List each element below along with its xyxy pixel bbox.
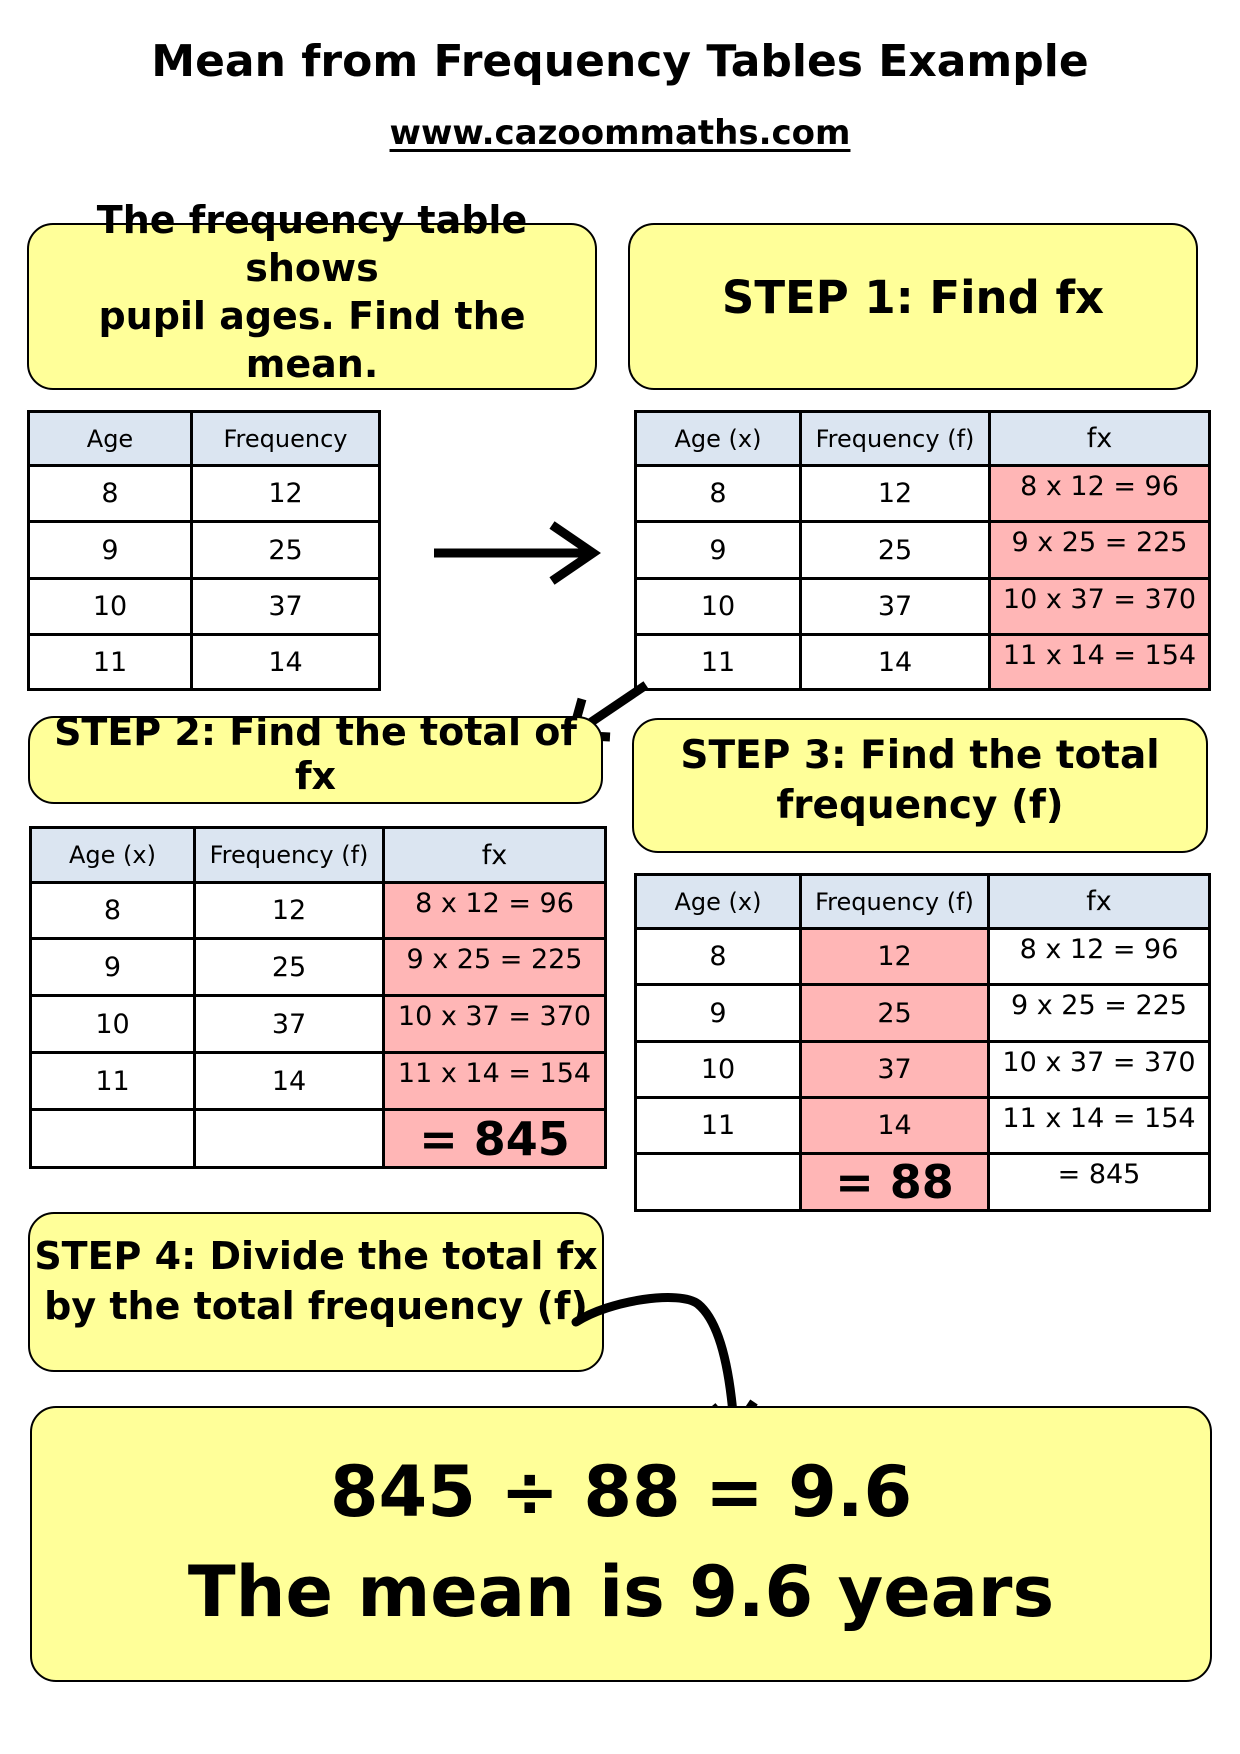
cell: 12 <box>195 883 384 939</box>
total-fx-cell: = 845 <box>989 1154 1210 1211</box>
result-statement: The mean is 9.6 years <box>187 1551 1055 1633</box>
fx-cell: 10 x 37 = 370 <box>990 579 1210 635</box>
step1-table <box>634 410 1211 691</box>
header-frequency: Frequency (f) <box>195 828 384 883</box>
step1-text: STEP 1: Find fx <box>721 271 1105 324</box>
cell: 11 <box>636 635 801 690</box>
header-age: Age <box>29 412 192 466</box>
header-age: Age (x) <box>31 828 195 883</box>
cell: 14 <box>801 635 990 690</box>
step3-table <box>634 873 1211 1212</box>
header-fx: fx <box>989 875 1210 929</box>
fx-cell: 11 x 14 = 154 <box>989 1098 1210 1154</box>
step2-box <box>28 710 603 804</box>
total-fx-cell: = 845 <box>384 1110 606 1168</box>
cell: 10 <box>636 1042 801 1098</box>
cell: 37 <box>195 996 384 1053</box>
step3-box <box>632 718 1208 853</box>
cell: 8 <box>31 883 195 939</box>
result-calculation: 845 ÷ 88 = 9.6 <box>329 1451 913 1533</box>
frequency-cell: 12 <box>801 929 989 985</box>
fx-cell: 9 x 25 = 225 <box>989 985 1210 1042</box>
header-age: Age (x) <box>636 875 801 929</box>
result-box <box>30 1406 1212 1682</box>
step2-table <box>29 826 607 1169</box>
intro-line-1: The frequency table shows <box>96 197 528 290</box>
step3-line-1: STEP 3: Find the total <box>680 732 1160 778</box>
cell: 14 <box>195 1053 384 1110</box>
cell: 11 <box>29 635 192 690</box>
header-frequency: Frequency (f) <box>801 412 990 466</box>
cell: 10 <box>31 996 195 1053</box>
frequency-cell: 37 <box>801 1042 989 1098</box>
cell: 9 <box>31 939 195 996</box>
fx-cell: 8 x 12 = 96 <box>384 883 606 939</box>
cell: 12 <box>801 466 990 522</box>
step1-box <box>628 223 1198 390</box>
frequency-table <box>27 410 381 691</box>
fx-cell: 8 x 12 = 96 <box>990 466 1210 522</box>
step4-line-2: by the total frequency (f) <box>44 1284 588 1328</box>
fx-cell: 11 x 14 = 154 <box>384 1053 606 1110</box>
fx-cell: 8 x 12 = 96 <box>989 929 1210 985</box>
cell: 9 <box>636 985 801 1042</box>
empty-cell <box>636 1154 801 1211</box>
cell: 25 <box>195 939 384 996</box>
page-title: Mean from Frequency Tables Example <box>151 36 1089 87</box>
total-frequency-cell: = 88 <box>801 1154 989 1211</box>
intro-box <box>27 197 597 390</box>
fx-cell: 9 x 25 = 225 <box>990 522 1210 579</box>
cell: 9 <box>29 522 192 579</box>
cell: 37 <box>192 579 380 635</box>
header-age: Age (x) <box>636 412 801 466</box>
step4-box <box>28 1212 604 1372</box>
step4-line-1: STEP 4: Divide the total fx <box>34 1234 598 1278</box>
header-fx: fx <box>990 412 1210 466</box>
header-frequency: Frequency <box>192 412 380 466</box>
cell: 37 <box>801 579 990 635</box>
header-frequency: Frequency (f) <box>801 875 989 929</box>
cell: 11 <box>636 1098 801 1154</box>
cell: 10 <box>636 579 801 635</box>
empty-cell <box>31 1110 195 1168</box>
cell: 14 <box>192 635 380 690</box>
cell: 25 <box>192 522 380 579</box>
step3-line-2: frequency (f) <box>776 782 1064 828</box>
fx-cell: 10 x 37 = 370 <box>989 1042 1210 1098</box>
cell: 12 <box>192 466 380 522</box>
cell: 9 <box>636 522 801 579</box>
cell: 25 <box>801 522 990 579</box>
empty-cell <box>195 1110 384 1168</box>
cell: 10 <box>29 579 192 635</box>
fx-cell: 9 x 25 = 225 <box>384 939 606 996</box>
fx-cell: 11 x 14 = 154 <box>990 635 1210 690</box>
cell: 8 <box>636 466 801 522</box>
frequency-cell: 25 <box>801 985 989 1042</box>
fx-cell: 10 x 37 = 370 <box>384 996 606 1053</box>
arrow-right-icon <box>430 520 610 590</box>
website-url[interactable] <box>0 113 1240 153</box>
header-fx: fx <box>384 828 606 883</box>
step2-text: STEP 2: Find the total of fx <box>54 710 577 798</box>
cell: 11 <box>31 1053 195 1110</box>
frequency-cell: 14 <box>801 1098 989 1154</box>
cell: 8 <box>636 929 801 985</box>
website-url-text[interactable]: www.cazoommaths.com <box>389 113 851 153</box>
cell: 8 <box>29 466 192 522</box>
intro-line-2: pupil ages. Find the mean. <box>98 293 526 386</box>
